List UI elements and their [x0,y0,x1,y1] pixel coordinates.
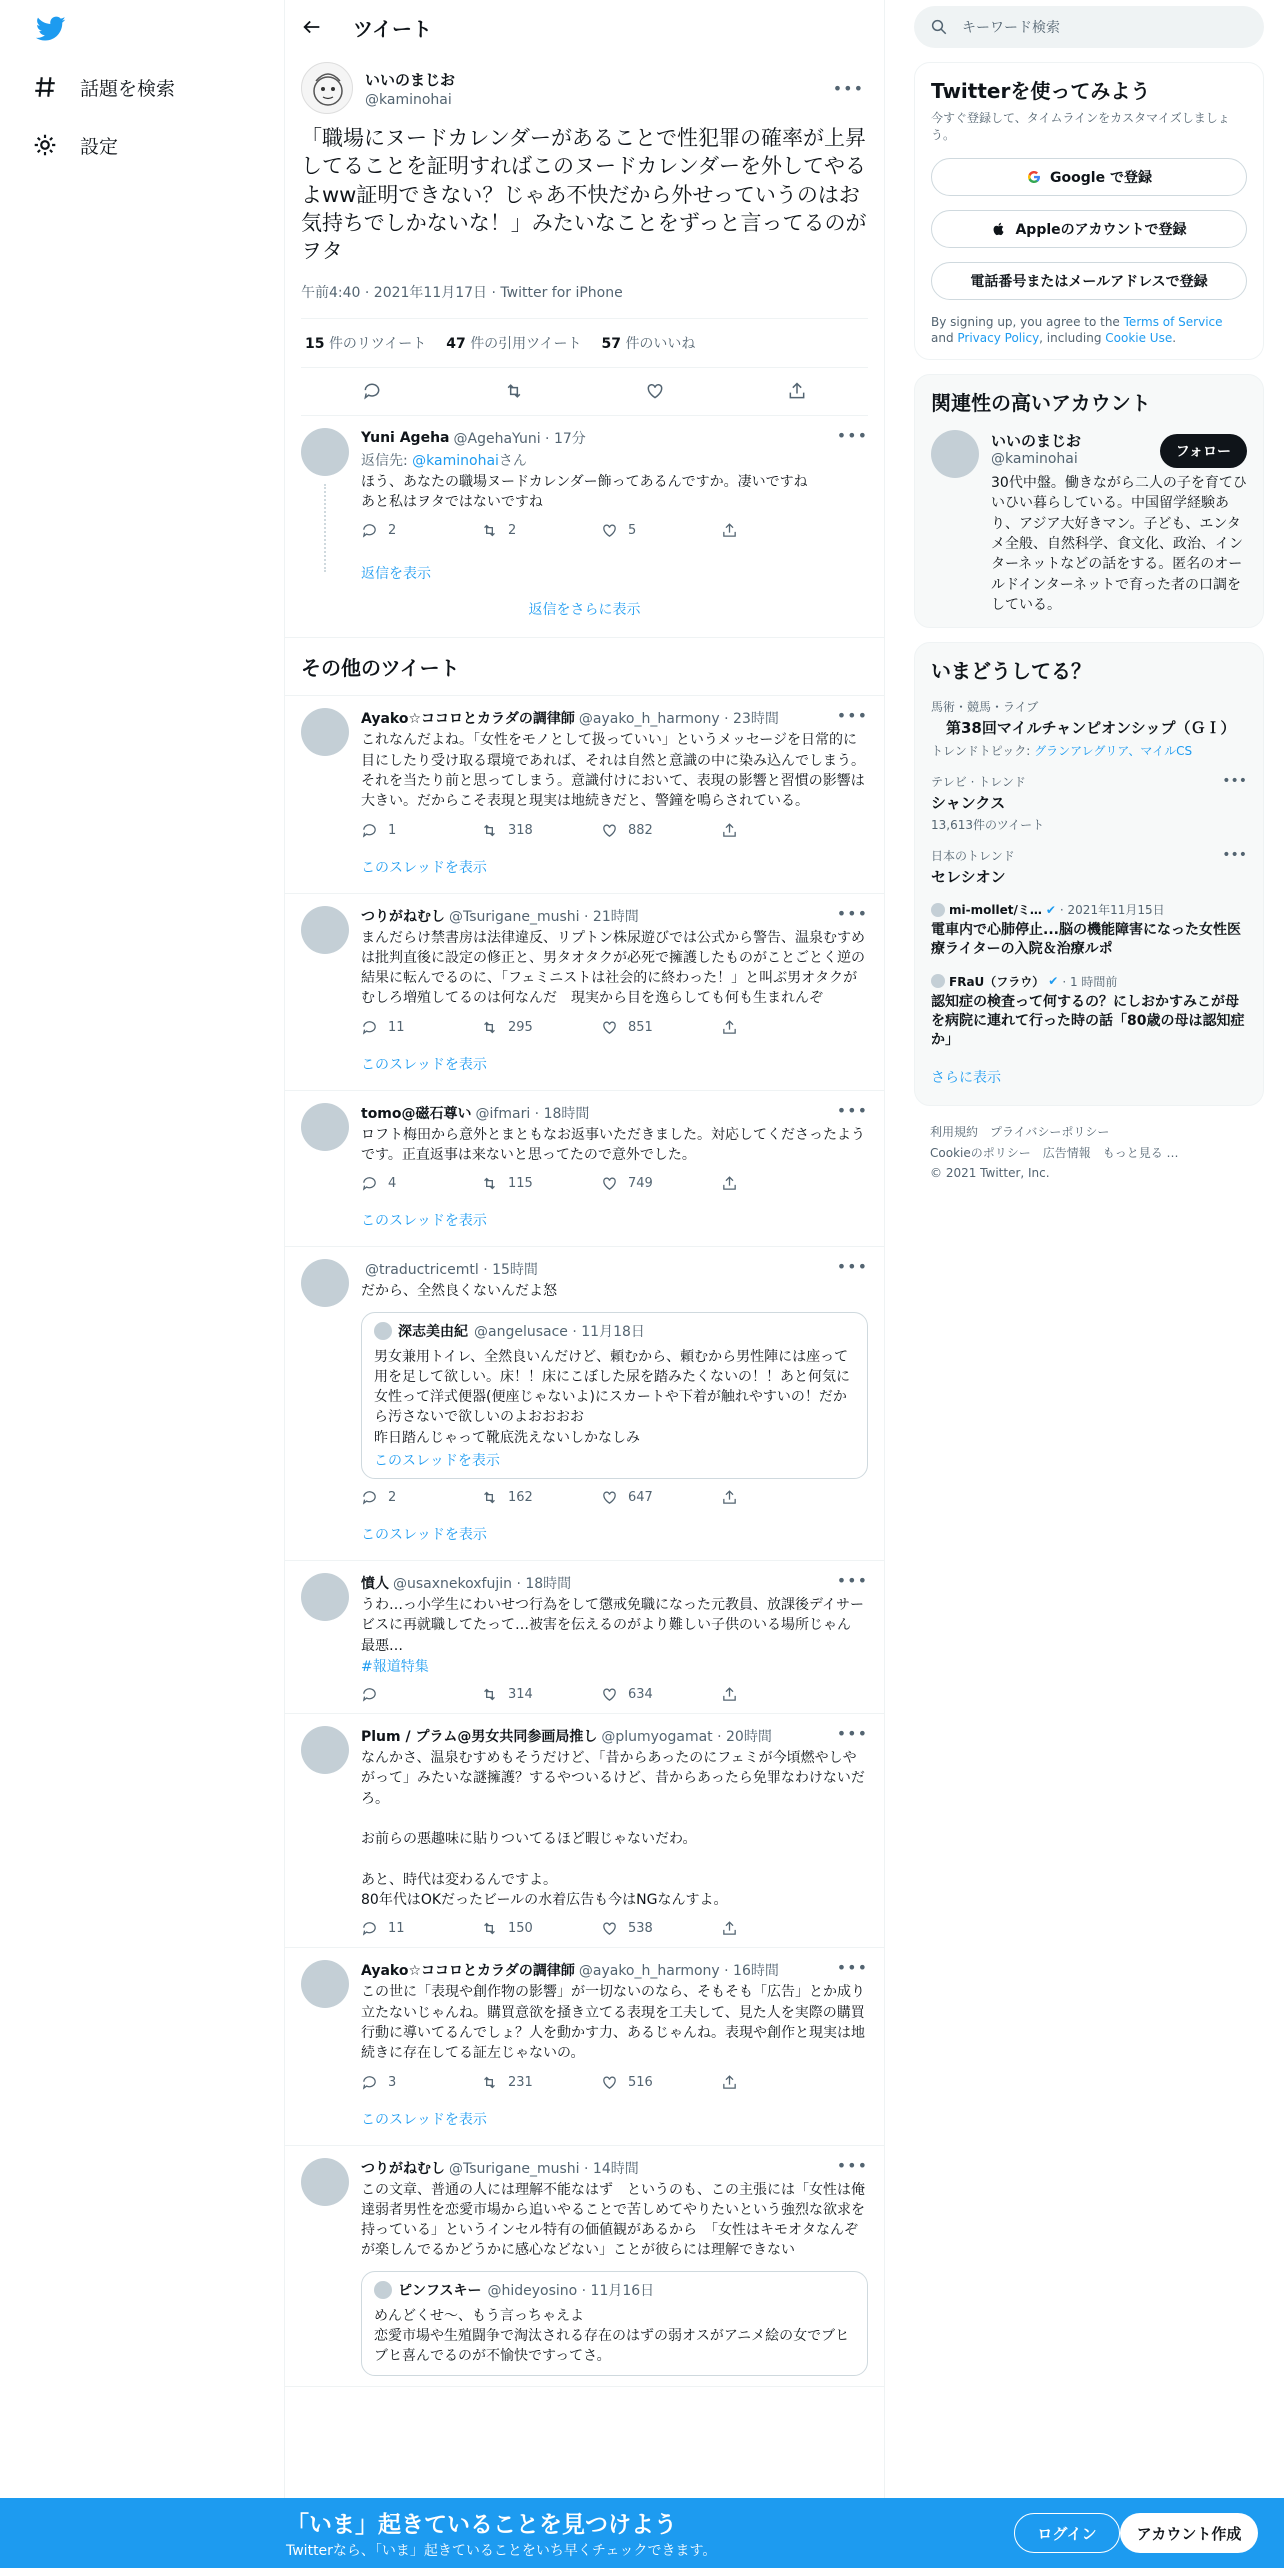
reply-icon [361,1489,378,1506]
related-accounts-card [914,374,1264,628]
verified-icon: ✔ [1048,974,1059,989]
tweet-text: ほう、あなたの職場ヌードカレンダー飾ってあるんですか。凄いですね あと私はヲタではないですね [361,473,808,511]
more-replies-link[interactable]: 返信をさらに表示 [285,587,884,638]
tweet-actions [361,1175,868,1192]
tweet-text: なんかさ、温泉むすめもそうだけど、「昔からあったのにフェミが今頃燃やしやがって」みたいな謎擁護？するやついるけど、昔からあったら免罪なわけないだろ。 お前らの悪趣味に貼りついてるほど暇じゃないだわ。 あと、時代は変わるんですよ。 80年代はOKだったビールの水着広告も今はNGなんすよ。 [361,1749,865,1909]
search-placeholder: キーワード検索 [962,20,1060,36]
share-icon [721,1019,738,1036]
nav-settings-label: 設定 [80,135,119,158]
retweet-button[interactable]: 314 [481,1686,601,1703]
signup-title: Twitterを使ってみよう [931,79,1151,103]
tweet-actions [361,822,868,839]
quoted-handle: @angelusace · 11月18日 [474,1323,645,1340]
banner-subtitle: Twitterなら、「いま」起きていることをいち早くチェックできます。 [286,2543,717,2559]
tweet[interactable] [285,1714,884,1948]
reply-button[interactable]: 2 [361,1489,481,1506]
reply-button[interactable]: 1 [361,822,481,839]
like-button[interactable]: 5 [601,522,721,539]
tweet[interactable] [285,1247,884,1516]
reply-button[interactable]: 4 [361,1175,481,1192]
main-column [284,0,885,2568]
signup-banner [0,2498,1284,2568]
author-handle[interactable]: @Tsurigane_mushi · 14時間 [449,2160,639,2177]
share-icon [721,1489,738,1506]
author-name[interactable]: tomo@磁石尊い [361,1105,472,1122]
tweet-text: これなんだよね。「女性をモノとして扱っていい」というメッセージを日常的に目にしたり受け取る環境であれば、それは自然と意識の中に染み込んでしまう。それを当たり前と思ってしまう。意識付けにおいて、表現の影響と習慣の影響は大きい。だからこそ表現と現実は地続きだと、警鐘を鳴らされている。 [361,732,865,810]
nav-settings[interactable] [32,123,118,167]
hashtag-icon [32,74,58,100]
focal-actions [301,368,868,416]
share-icon [721,1175,738,1192]
signup-card [914,62,1264,360]
like-icon [601,522,618,539]
like-button[interactable]: 634 [601,1686,721,1703]
reply-tweet[interactable] [285,416,884,594]
more-icon[interactable]: ••• [1222,772,1247,789]
tweet[interactable] [285,1948,884,2100]
like-button[interactable]: 647 [601,1489,721,1506]
news-item[interactable]: mi-mollet/ミ… ✔ · 2021年11月15日 電車内で心肺停止...脳の機能障害になった女性医療ライターの入院＆治療ルポ [931,902,1241,957]
tweet-text: この文章、普通の人には理解不能なはず というのも、この主張には「女性は俺達弱者男性を恋愛市場から追いやることで苦しめてやりたいという強烈な欲求を持っている」というインセル特有の価値観があるから 「女性はキモオタなんぞが楽しんでるかどうかに感心などない」ことが彼らには理解できない [361,2181,865,2259]
nav-explore[interactable] [32,65,175,109]
reply-icon [361,2074,378,2091]
tweet-text: まんだらけ禁書房は法律違反、リプトン株尿遊びでは公式から警告、温泉むすめは批判直後に設定の修正と、男タオタクが必死で擁護したものがことごとく逆の結果に転んでるのに、「フェミニストは社会的に終わった！」と叫ぶ男オタクがむしろ増殖してるのは何なんだ 現実から目を逸らしても何も生まれんぞ [361,929,865,1007]
like-icon [601,1920,618,1937]
back-arrow-icon[interactable] [301,16,323,38]
like-button[interactable]: 516 [601,2074,721,2091]
avatar-drawing-icon [302,63,353,114]
avatar[interactable] [301,1960,349,2008]
author-handle[interactable]: @ifmari · 18時間 [475,1105,590,1122]
privacy-link[interactable]: Privacy Policy [957,331,1040,346]
reply-icon [361,522,378,539]
share-icon [721,1920,738,1937]
related-title: 関連性の高いアカウント [931,391,1151,416]
like-button[interactable]: 851 [601,1019,721,1036]
trend-topics-link[interactable]: グランアレグリア、マイルCS [1034,743,1193,758]
reply-button[interactable] [361,1686,481,1703]
google-icon [1026,169,1042,185]
avatar [374,2281,392,2299]
quoted-handle: @hideyosino · 11月16日 [487,2282,655,2299]
tweet-actions [361,1920,868,1937]
tweet-text: 「職場にヌードカレンダーがあることで性犯罪の確率が上昇してることを証明すればこのヌードカレンダーを外してやるよww証明できない？じゃあ不快だから外せっていうのはお気持ちでしかないな！」みたいなことをずっと言ってるのがヲタ [301,126,867,264]
author-handle[interactable]: @Tsurigane_mushi · 21時間 [449,908,639,925]
nav-explore-label: 話題を検索 [80,77,176,100]
show-thread-link[interactable]: このスレッドを表示 [285,1046,884,1091]
trends-card [914,642,1264,1106]
share-icon [721,2074,738,2091]
retweet-button[interactable]: 295 [481,1019,601,1036]
author-handle[interactable]: @ayako_h_harmony · 23時間 [578,711,779,728]
quoted-author: ピンフスキー [398,2282,482,2299]
author-name[interactable]: 憤人 [361,1576,389,1593]
trend-item[interactable]: 日本のトレンド セレシオン ••• [931,846,1247,886]
avatar[interactable] [301,62,353,114]
quoted-tweet[interactable] [361,2271,868,2376]
apple-signup-button[interactable]: Appleのアカウントで登録 [931,210,1247,248]
source-avatar [931,974,945,988]
tweet-text: だから、全然良くないんだよ怒 [361,1283,557,1300]
retweet-icon [481,1686,498,1703]
header [285,0,884,54]
retweet-icon [481,522,498,539]
trend-item[interactable]: テレビ · トレンド シャンクス 13,613件のツイート ••• [931,772,1247,832]
show-thread-link[interactable]: このスレッドを表示 [285,1516,884,1561]
avatar [374,1322,392,1340]
footer-line[interactable]: Cookieのポリシー 広告情報 もっと見る … [930,1145,1179,1160]
retweet-icon [481,1920,498,1937]
banner-title: 「いま」起きていることを見つけよう [286,2512,677,2538]
reply-icon [361,822,378,839]
share-icon [721,1686,738,1703]
share-button[interactable] [721,1686,841,1703]
more-icon[interactable]: ••• [836,425,868,445]
cookie-link[interactable]: Cookie Use [1105,331,1173,346]
avatar[interactable] [301,428,349,476]
quoted-text: めんどくせ〜、もう言っちゃえよ 恋愛市場や生殖闘争で淘汰される存在のはずの弱オスがアニメ絵の女でブヒブヒ喜んでるのが不愉快ですってさ。 [374,2307,850,2365]
hashtag-link[interactable]: #報道特集 [361,1658,429,1675]
author-handle[interactable]: @ayako_h_harmony · 16時間 [578,1963,779,1980]
avatar[interactable] [301,1259,349,1307]
avatar[interactable] [301,708,349,756]
share-icon[interactable] [787,381,807,401]
footer-line[interactable]: 利用規約 プライバシーポリシー [930,1125,1110,1140]
tweet[interactable] [285,1561,884,1714]
trend-item[interactable]: 馬術・競馬・ライブ 第38回マイルチャンピオンシップ（ＧＩ） トレンドトピック: グランアレグリア、マイルCS [931,700,1236,758]
more-icon[interactable]: ••• [1222,846,1247,863]
retweet-button[interactable]: 231 [481,2074,601,2091]
quoted-tweet[interactable] [361,1312,868,1479]
share-icon [721,822,738,839]
quoted-author: 深志美由紀 [398,1323,468,1340]
tweet-text: この世に「表現や創作物の影響」が一切ないのなら、そもそも「広告」とか成り立たないじゃんね。購買意欲を掻き立てる表現を工夫して、見た人を実際の購買行動に導いてるんでしょ？人を動かす力、あるじゃんね。表現や創作と現実は地続きに存在してる証左じゃないの。 [361,1984,865,2062]
reply-button[interactable]: 11 [361,1920,481,1937]
like-icon[interactable] [645,381,665,401]
create-account-button[interactable]: アカウント作成 [1120,2513,1258,2553]
source-avatar [931,903,945,917]
more-icon[interactable]: ••• [836,706,868,726]
author-name[interactable]: いいのまじお [365,70,456,89]
author-name[interactable]: Ayako☆ココロとカラダの調律師 [361,1963,575,1980]
like-button[interactable]: 749 [601,1175,721,1192]
more-icon[interactable]: ••• [836,1958,868,1978]
apple-icon [991,221,1007,237]
other-tweets-heading: その他のツイート [285,638,884,696]
reply-icon[interactable] [362,381,382,401]
footer-links [914,1122,1264,1183]
author-handle[interactable]: @traductricemtl · 15時間 [365,1262,538,1279]
tweet[interactable] [285,2146,884,2387]
twitter-logo-icon[interactable] [36,16,66,42]
tweet[interactable] [285,696,884,848]
retweet-icon[interactable] [504,381,524,401]
more-icon[interactable]: ••• [832,78,864,98]
tweet-stats [301,318,868,368]
author-handle[interactable]: @AgehaYuni · 17分 [453,430,586,447]
retweet-button[interactable]: 150 [481,1920,601,1937]
tweet[interactable] [285,1091,884,1203]
author-name[interactable]: Ayako☆ココロとカラダの調律師 [361,711,575,728]
trends-title: いまどうしてる？ [931,659,1091,684]
author-name[interactable]: Yuni Ageha [361,429,450,446]
show-thread-link[interactable]: このスレッドを表示 [285,1202,884,1247]
show-replies-link[interactable]: 返信を表示 [361,566,431,583]
focal-tweet [285,54,884,318]
show-thread-link[interactable]: このスレッドを表示 [285,849,884,894]
related-account[interactable] [931,430,1247,615]
right-sidebar [914,0,1264,1184]
avatar[interactable] [301,2158,349,2206]
phone-signup-button[interactable]: 電話番号またはメールアドレスで登録 [931,262,1247,300]
author-name[interactable]: つりがねむし [361,908,445,925]
tweet[interactable] [285,894,884,1046]
follow-button[interactable]: フォロー [1160,434,1247,468]
like-icon [601,1175,618,1192]
share-button[interactable] [721,522,841,539]
retweet-icon [481,1489,498,1506]
reply-icon [361,1686,378,1703]
quoted-text: 男女兼用トイレ、全然良いんだけど、頼むから、頼むから男性陣には座って用を足して欲しい。床！！床にこぼした尿を踏みたくないの！！あと何気に女性って洋式便器(便座じゃないよ)にスカートや下着が触れやすいの！だから汚さないで欲しいのよおおおお 昨日踏んじゃって靴底洗えないしかなしみ [374,1348,850,1446]
share-button[interactable] [721,1920,841,1937]
reply-button[interactable]: 2 [361,522,481,539]
verified-icon: ✔ [1045,902,1056,917]
reply-to-link[interactable]: @kaminohai [412,452,499,469]
like-icon [601,1489,618,1506]
share-button[interactable] [721,822,841,839]
tweet-actions [361,1019,868,1036]
reply-icon [361,1920,378,1937]
retweet-count[interactable]: 15 件のリツイート [305,335,427,352]
reply-icon [361,1019,378,1036]
reply-to-line: 返信先: @kaminohaiさん [361,452,527,469]
related-handle[interactable]: @kaminohai [991,451,1078,468]
search-input[interactable] [914,6,1264,48]
retweet-icon [481,1019,498,1036]
tweet-actions [361,1686,868,1703]
retweet-icon [481,822,498,839]
like-button[interactable]: 882 [601,822,721,839]
tweet-list [285,696,884,2386]
show-thread-link[interactable]: このスレッドを表示 [285,2101,884,2146]
legal-text: By signing up, you agree to the Terms of Service and Privacy Policy, including Cookie Use. [931,314,1223,346]
reply-icon [361,1175,378,1192]
search-icon [930,18,948,36]
tweet-timestamp[interactable]: 午前4:40 · 2021年11月17日 · Twitter for iPhone [301,284,623,301]
more-icon[interactable]: ••• [836,1100,868,1120]
retweet-icon [481,1175,498,1192]
share-button[interactable] [721,1019,841,1036]
signup-subtitle: 今すぐ登録して、タイムラインをカスタマイズしましょう。 [931,111,1230,142]
gear-icon [32,132,58,158]
quoted-thread-link[interactable]: このスレッドを表示 [374,1453,500,1470]
like-icon [601,822,618,839]
tweet-actions [361,1489,868,1506]
retweet-button[interactable]: 162 [481,1489,601,1506]
author-handle[interactable]: @plumyogamat · 20時間 [601,1728,772,1745]
reply-button[interactable]: 3 [361,2074,481,2091]
copyright: © 2021 Twitter, Inc. [930,1166,1050,1181]
news-item[interactable]: FRaU（フラウ） ✔ · 1 時間前 認知症の検査って何するの？にしおかすみこが母を病院に連れて行った時の話「80歳の母は認知症か」 [931,974,1245,1048]
author-handle[interactable]: @usaxnekoxfujin · 18時間 [393,1576,572,1593]
more-icon[interactable]: ••• [836,1723,868,1743]
login-button[interactable]: ログイン [1014,2513,1120,2553]
retweet-button[interactable]: 2 [481,522,601,539]
google-signup-button[interactable]: Google で登録 [931,158,1247,196]
reply-button[interactable]: 11 [361,1019,481,1036]
related-bio: 30代中盤。働きながら二人の子を育てひいひい暮らしている。中国留学経験あり、アジア大好きマン。子ども、エンタメ全般、自然科学、食文化、政治、インターネットなどの話をする。匿名のオールドインターネットで育った者の口調をしている。 [991,475,1247,613]
avatar[interactable] [931,430,979,478]
tweet-text: うわ…っ小学生にわいせつ行為をして懲戒免職になった元教員、放課後デイサービスに再就職してたって…被害を伝えるのがより難しい子供のいる場所じゃん 最悪… [361,1597,865,1654]
related-name[interactable]: いいのまじお [991,432,1082,451]
author-name[interactable]: つりがねむし [361,2160,445,2177]
author-handle[interactable]: @kaminohai [365,91,452,108]
like-icon [601,1686,618,1703]
avatar[interactable] [301,1103,349,1151]
retweet-icon [481,2074,498,2091]
like-button[interactable]: 538 [601,1920,721,1937]
share-icon [721,522,738,539]
share-button[interactable] [721,1489,841,1506]
more-icon[interactable]: ••• [836,1257,868,1277]
more-icon[interactable]: ••• [836,1571,868,1591]
share-button[interactable] [721,1175,841,1192]
tos-link[interactable]: Terms of Service [1123,314,1223,329]
avatar[interactable] [301,1726,349,1774]
more-icon[interactable]: ••• [836,2155,868,2175]
show-more-trends[interactable]: さらに表示 [931,1070,1001,1087]
avatar[interactable] [301,1573,349,1621]
avatar[interactable] [301,906,349,954]
author-name[interactable]: Plum / プラム@男女共同参画局推し [361,1728,598,1745]
retweet-button[interactable]: 115 [481,1175,601,1192]
page-title: ツイート [353,16,432,41]
like-count[interactable]: 57 件のいいね [601,335,696,352]
tweet-actions [361,2074,868,2091]
like-icon [601,2074,618,2091]
left-nav [0,0,284,2568]
quote-count[interactable]: 47 件の引用ツイート [446,335,582,352]
like-icon [601,1019,618,1036]
more-icon[interactable]: ••• [836,903,868,923]
tweet-text: ロフト梅田から意外とまともなお返事いただきました。対応してくださったようです。正直返事は来ないと思ってたので意外でした。 [361,1126,865,1163]
tweet-actions [361,522,868,539]
share-button[interactable] [721,2074,841,2091]
retweet-button[interactable]: 318 [481,822,601,839]
